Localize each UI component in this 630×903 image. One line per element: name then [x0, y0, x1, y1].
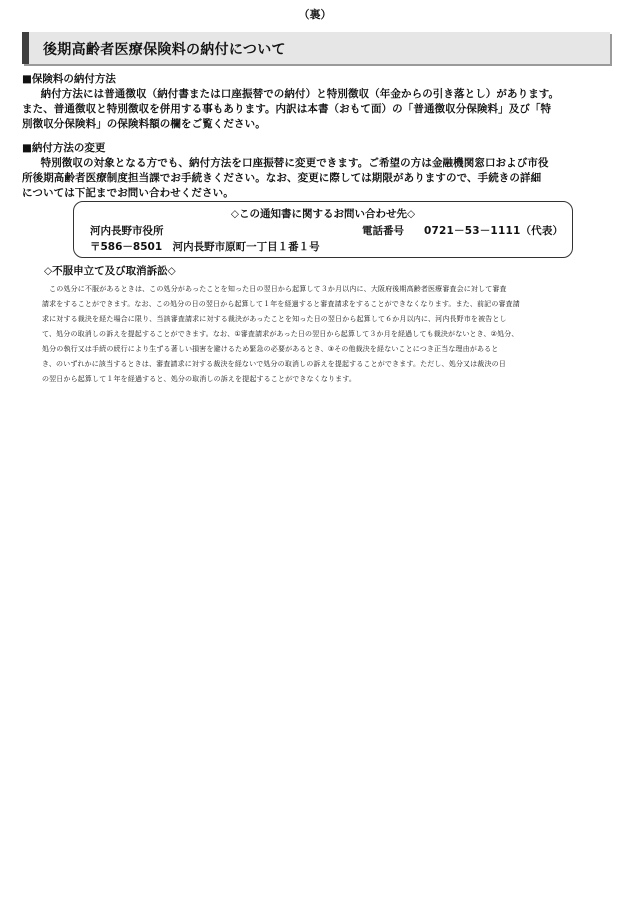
page-title: 後期高齢者医療保険料の納付について: [43, 42, 286, 58]
payment-change-line: については下記までお問い合わせください。: [22, 187, 234, 199]
appeal-line: 処分の執行又は手続の続行により生ずる著しい損害を避けるため緊急の必要があるとき、③その他裁決を経ないことにつき正当な理由があると: [42, 345, 499, 353]
payment-method-line: 納付方法には普通徴収（納付書または口座振替での納付）と特別徴収（年金からの引き落とし）があります。: [30, 88, 560, 100]
payment-method-line: 別徴収分保険料」の保険料額の欄をご覧ください。: [22, 118, 266, 130]
contact-box: [73, 201, 573, 258]
payment-change-heading: ■納付方法の変更: [22, 142, 106, 154]
payment-change-line: 所後期高齢者医療制度担当課でお手続きください。なお、変更に際しては期限がありますので、手続きの詳細: [22, 172, 542, 184]
appeal-line: の翌日から起算して１年を経過すると、処分の取消しの訴えを提起することができなくなります。: [42, 375, 357, 383]
appeal-line: 請求をすることができます。なお、この処分の日の翌日から起算して１年を経過すると審査請求をすることができなくなります。また、前記の審査請: [42, 300, 520, 308]
appeal-line: この処分に不服があるときは、この処分があったことを知った日の翌日から起算して３か月以内に、大阪府後期高齢者医療審査会に対して審査: [42, 285, 507, 293]
contact-phone: 0721－53－1111（代表）: [424, 225, 564, 237]
contact-office: 河内長野市役所: [90, 225, 164, 237]
contact-title: ◇この通知書に関するお問い合わせ先◇: [230, 208, 416, 220]
appeal-line: 求に対する裁決を経た場合に限り、当該審査請求に対する裁決があったことを知った日の翌日から起算して６か月以内に、河内長野市を被告とし: [42, 315, 507, 323]
section-title-bar: [22, 32, 610, 64]
appeal-heading: ◇不服申立て及び取消訴訟◇: [44, 265, 176, 277]
payment-change-line: 特別徴収の対象となる方でも、納付方法を口座振替に変更できます。ご希望の方は金融機関窓口および市役: [30, 157, 549, 169]
payment-method-line: また、普通徴収と特別徴収を併用する事もあります。内訳は本書（おもて面）の「普通徴収分保険料」及び「特: [22, 103, 552, 115]
page-side-label: （裏）: [298, 8, 332, 21]
appeal-line: き、のいずれかに該当するときは、審査請求に対する裁決を経ないで処分の取消しの訴えを提起することができます。ただし、処分又は裁決の日: [42, 360, 506, 368]
contact-address: 〒586－8501 河内長野市原町一丁目１番１号: [90, 241, 320, 253]
appeal-line: て、処分の取消しの訴えを提起することができます。なお、①審査請求があった日の翌日から起算して３か月を経過しても裁決がないとき、②処分、: [42, 330, 519, 338]
contact-phone-label: 電話番号: [362, 225, 404, 237]
payment-method-heading: ■保険料の納付方法: [22, 73, 116, 85]
